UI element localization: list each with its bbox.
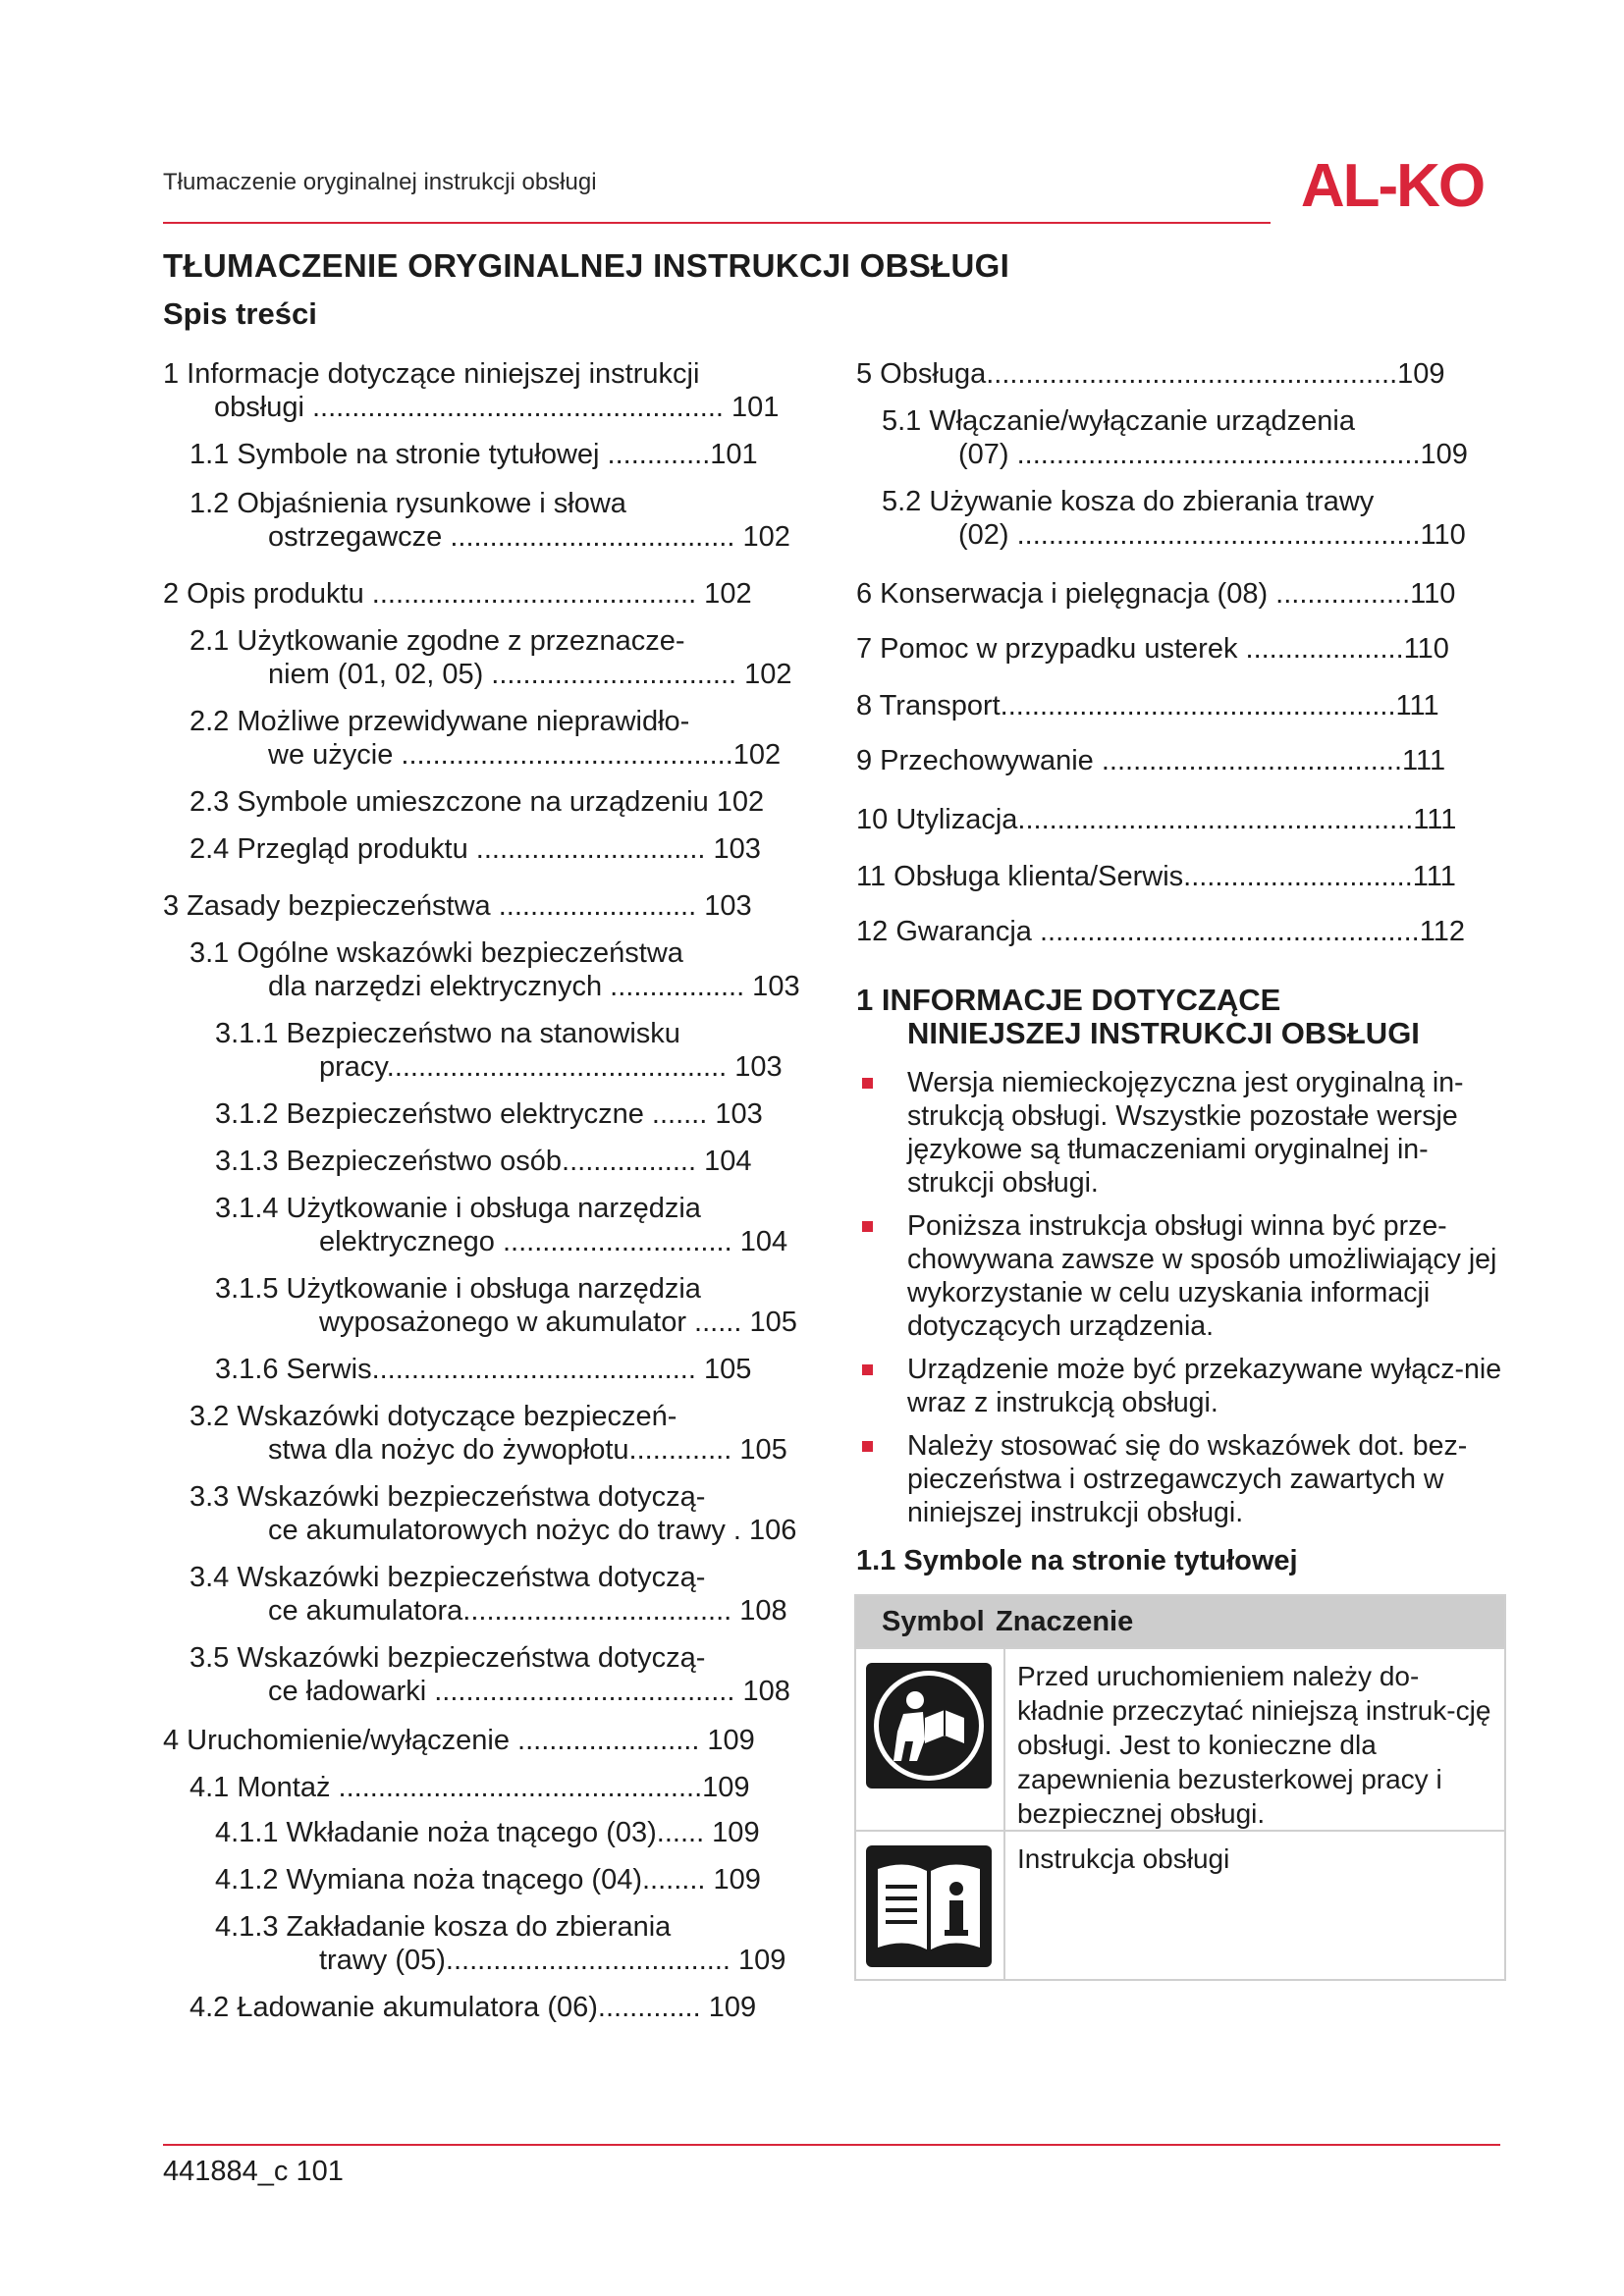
toc-entry[interactable] bbox=[856, 860, 1456, 893]
toc-entry[interactable] bbox=[215, 1353, 751, 1386]
table-header bbox=[856, 1596, 1504, 1647]
toc-entry-line: niem (01, 02, 05) ............................... 102 bbox=[268, 659, 792, 690]
toc-entry-line: 2 Opis produktu ......................................... 102 bbox=[163, 578, 752, 610]
subsection-heading: 1.1 Symbole na stronie tytułowej bbox=[856, 1545, 1298, 1576]
bullet-item: Urządzenie może być przekazywane wyłącz-nie wraz z instrukcją obsługi. bbox=[856, 1353, 1504, 1419]
toc-entry[interactable] bbox=[189, 832, 761, 866]
toc-entry-line: 3.5 Wskazówki bezpieczeństwa dotyczą- bbox=[189, 1642, 706, 1674]
page-footer: 441884_c 101 bbox=[163, 2156, 344, 2187]
toc-entry-line: ce ładowarki ...................................... 108 bbox=[268, 1676, 790, 1707]
toc-entry-line: 4 Uruchomienie/wyłączenie ....................... 109 bbox=[163, 1725, 755, 1756]
bullet-item: Należy stosować się do wskazówek dot. bez-pieczeństwa i ostrzegawczych zawartych w niniejszej instrukcji obsługi. bbox=[856, 1429, 1504, 1529]
toc-entry-line: 2.1 Użytkowanie zgodne z przeznacze- bbox=[189, 625, 685, 657]
toc-entry[interactable] bbox=[189, 1400, 787, 1467]
toc-entry-line: 4.1.1 Wkładanie noża tnącego (03)...... 109 bbox=[215, 1817, 760, 1848]
toc-entry[interactable] bbox=[189, 705, 781, 772]
bullet-item: Poniższa instrukcja obsługi winna być prze-chowywana zawsze w sposób umożliwiający jej wykorzystanie w celu uzyskania informacji dotyczących urządzenia. bbox=[856, 1209, 1504, 1343]
toc-entry-line: ce akumulatora.................................. 108 bbox=[268, 1595, 787, 1627]
table-row bbox=[856, 1647, 1504, 1830]
toc-entry[interactable] bbox=[163, 1724, 755, 1757]
toc-entry[interactable] bbox=[163, 889, 752, 923]
toc-entry[interactable] bbox=[882, 485, 1466, 552]
toc-entry-line: (07) ...................................................109 bbox=[958, 439, 1468, 470]
toc-entry-line: 4.1.3 Zakładanie kosza do zbierania bbox=[215, 1911, 672, 1943]
toc-entry-line: wyposażonego w akumulator ...... 105 bbox=[319, 1307, 797, 1338]
toc-entry-line: 3.2 Wskazówki dotyczące bezpieczeń- bbox=[189, 1401, 677, 1432]
toc-entry-line: 11 Obsługa klienta/Serwis.............................111 bbox=[856, 861, 1456, 892]
toc-entry-line: obsługi .................................................... 101 bbox=[214, 392, 780, 423]
toc-entry-line: 9 Przechowywanie ......................................111 bbox=[856, 745, 1446, 776]
toc-entry[interactable] bbox=[163, 577, 752, 611]
toc-entry-line: 4.1 Montaż ..............................................109 bbox=[189, 1772, 750, 1803]
symbol-table bbox=[854, 1594, 1506, 1981]
toc-entry[interactable] bbox=[856, 357, 1445, 391]
toc-entry[interactable] bbox=[856, 577, 1455, 611]
toc-entry-line: 3.3 Wskazówki bezpieczeństwa dotyczą- bbox=[189, 1481, 706, 1513]
read-manual-icon bbox=[866, 1663, 992, 1789]
column-header-symbol: Symbol bbox=[882, 1606, 985, 1637]
toc-entry[interactable] bbox=[189, 487, 790, 554]
toc-entry[interactable] bbox=[856, 689, 1439, 722]
toc-entry-line: trawy (05).................................... 109 bbox=[319, 1945, 786, 1976]
toc-entry-line: ostrzegawcze .................................... 102 bbox=[268, 521, 790, 553]
toc-entry[interactable] bbox=[215, 1145, 751, 1178]
toc-entry[interactable] bbox=[189, 1991, 756, 2024]
toc-entry-line: 5.2 Używanie kosza do zbierania trawy bbox=[882, 486, 1375, 517]
running-title: Tłumaczenie oryginalnej instrukcji obsługi bbox=[163, 169, 597, 195]
toc-entry-line: 3.1.3 Bezpieczeństwo osób................. 104 bbox=[215, 1146, 752, 1177]
toc-entry-line: 8 Transport..................................................111 bbox=[856, 690, 1439, 721]
toc-entry-line: 3.1.4 Użytkowanie i obsługa narzędzia bbox=[215, 1193, 701, 1224]
toc-entry[interactable] bbox=[215, 1910, 785, 1977]
toc-entry-line: dla narzędzi elektrycznych ................. 103 bbox=[268, 971, 800, 1002]
footer-divider bbox=[163, 2144, 1500, 2146]
toc-entry-line: 1.1 Symbole na stronie tytułowej .............101 bbox=[189, 439, 758, 470]
toc-entry-line: 3.1.1 Bezpieczeństwo na stanowisku bbox=[215, 1018, 680, 1049]
toc-entry[interactable] bbox=[163, 357, 779, 424]
toc-entry-line: 7 Pomoc w przypadku usterek ....................110 bbox=[856, 633, 1449, 665]
toc-entry-line: 5 Obsługa....................................................109 bbox=[856, 358, 1445, 390]
toc-entry-line: 2.2 Możliwe przewidywane nieprawidło- bbox=[189, 706, 690, 737]
section-heading-line: 1 INFORMACJE DOTYCZĄCE bbox=[856, 983, 1281, 1017]
toc-entry-line: 12 Gwarancja ................................................112 bbox=[856, 916, 1465, 947]
toc-entry-line: pracy........................................... 103 bbox=[319, 1051, 783, 1083]
toc-entry-line: we użycie ..........................................102 bbox=[268, 739, 782, 771]
toc-entry[interactable] bbox=[215, 1097, 763, 1131]
document-title: TŁUMACZENIE ORYGINALNEJ INSTRUKCJI OBSŁUGI bbox=[163, 247, 1010, 284]
toc-entry[interactable] bbox=[856, 632, 1449, 666]
toc-entry-line: 4.2 Ładowanie akumulatora (06)............. 109 bbox=[189, 1992, 757, 2023]
toc-entry-line: 3.4 Wskazówki bezpieczeństwa dotyczą- bbox=[189, 1562, 706, 1593]
column-header-meaning: Znaczenie bbox=[996, 1606, 1134, 1637]
meaning-cell: Przed uruchomieniem należy do-kładnie przeczytać niniejszą instruk-cję obsługi. Jest to konieczne dla zapewnienia bezusterkowej pracy i bezpiecznej obsługi. bbox=[1017, 1661, 1491, 1829]
toc-entry[interactable] bbox=[189, 1641, 790, 1708]
section-heading bbox=[856, 984, 1504, 1050]
svg-text:AL-KO: AL-KO bbox=[1300, 155, 1485, 216]
section-heading-line: NINIEJSZEJ INSTRUKCJI OBSŁUGI bbox=[907, 1016, 1420, 1050]
toc-entry[interactable] bbox=[215, 1272, 797, 1339]
toc-entry-line: 3.1.5 Użytkowanie i obsługa narzędzia bbox=[215, 1273, 701, 1305]
toc-entry-line: 3.1.6 Serwis......................................... 105 bbox=[215, 1354, 752, 1385]
toc-entry-line: 4.1.2 Wymiana noża tnącego (04)........ 109 bbox=[215, 1864, 761, 1896]
toc-entry[interactable] bbox=[189, 1771, 750, 1804]
header-divider bbox=[163, 222, 1271, 224]
toc-entry[interactable] bbox=[189, 785, 764, 819]
toc-entry[interactable] bbox=[856, 744, 1445, 777]
bullet-list bbox=[856, 1066, 1504, 1539]
toc-entry[interactable] bbox=[215, 1017, 783, 1084]
toc-entry[interactable] bbox=[189, 1480, 796, 1547]
toc-entry-line: (02) ...................................................110 bbox=[958, 519, 1466, 551]
toc-heading: Spis treści bbox=[163, 296, 317, 331]
toc-entry[interactable] bbox=[215, 1863, 761, 1896]
bullet-item: Wersja niemieckojęzyczna jest oryginalną in-strukcją obsługi. Wszystkie pozostałe wersje językowe są tłumaczeniami oryginalnej in-strukcji obsługi. bbox=[856, 1066, 1504, 1200]
toc-entry-line: ce akumulatorowych nożyc do trawy . 106 bbox=[268, 1515, 797, 1546]
toc-entry[interactable] bbox=[856, 803, 1456, 836]
toc-entry-line: 5.1 Włączanie/wyłączanie urządzenia bbox=[882, 405, 1355, 437]
toc-entry[interactable] bbox=[882, 404, 1468, 471]
meaning-cell: Instrukcja obsługi bbox=[1017, 1843, 1230, 1874]
toc-entry-line: 3 Zasady bezpieczeństwa ......................... 103 bbox=[163, 890, 752, 922]
toc-entry[interactable] bbox=[856, 915, 1465, 948]
toc-entry-line: stwa dla nożyc do żywopłotu............. 105 bbox=[268, 1434, 787, 1466]
manual-info-icon bbox=[866, 1845, 992, 1967]
toc-entry-line: 10 Utylizacja..................................................111 bbox=[856, 804, 1457, 835]
toc-entry-line: 1 Informacje dotyczące niniejszej instrukcji bbox=[163, 358, 700, 390]
toc-entry-line: 3.1.2 Bezpieczeństwo elektryczne ....... 103 bbox=[215, 1098, 763, 1130]
toc-entry-line: 2.3 Symbole umieszczone na urządzeniu 102 bbox=[189, 786, 765, 818]
toc-entry[interactable] bbox=[215, 1816, 760, 1849]
toc-entry-line: elektrycznego ............................. 104 bbox=[319, 1226, 788, 1257]
toc-entry-line: 3.1 Ogólne wskazówki bezpieczeństwa bbox=[189, 937, 683, 969]
toc-entry[interactable] bbox=[189, 936, 800, 1003]
toc-entry-line: 1.2 Objaśnienia rysunkowe i słowa bbox=[189, 488, 626, 519]
toc-entry[interactable] bbox=[189, 624, 792, 691]
toc-entry-line: 2.4 Przegląd produktu ............................. 103 bbox=[189, 833, 761, 865]
symbol-cell bbox=[856, 1832, 1005, 1979]
alko-logo bbox=[1286, 155, 1498, 216]
toc-entry-line: 6 Konserwacja i pielęgnacja (08) .................110 bbox=[856, 578, 1456, 610]
toc-entry[interactable] bbox=[189, 1561, 787, 1628]
symbol-cell bbox=[856, 1649, 1005, 1830]
toc-entry[interactable] bbox=[215, 1192, 787, 1258]
table-row bbox=[856, 1830, 1504, 1979]
toc-entry[interactable] bbox=[189, 438, 758, 471]
